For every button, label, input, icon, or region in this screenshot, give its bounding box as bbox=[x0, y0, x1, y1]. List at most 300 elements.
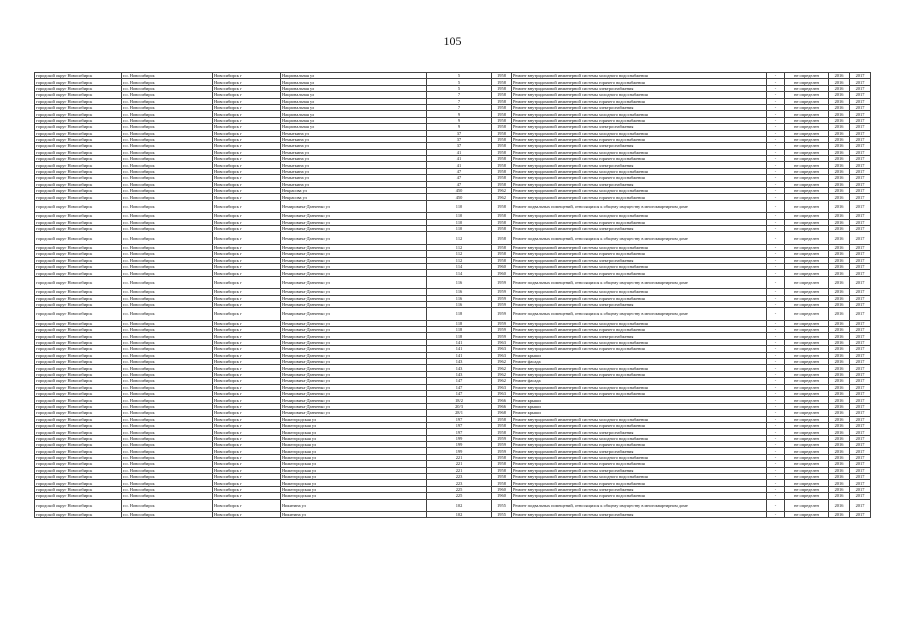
street-cell: Немировича-Данченко ул bbox=[281, 410, 427, 416]
municipal-okrug-cell: городской округ Новосибирск bbox=[35, 339, 122, 345]
municipal-okrug-cell: городской округ Новосибирск bbox=[35, 499, 122, 511]
extra-field-cell: - bbox=[767, 188, 785, 194]
work-type-cell: Ремонт внутридомовой инженерной системы холодного водоснабжения bbox=[512, 92, 767, 98]
locality-cell: Новосибирск г bbox=[213, 130, 281, 136]
start-year-cell: 2016 bbox=[829, 289, 850, 295]
end-year-cell: 2017 bbox=[850, 257, 871, 263]
house-number-cell: 225 bbox=[427, 486, 492, 492]
end-year-cell: 2017 bbox=[850, 232, 871, 244]
extra-field-cell: - bbox=[767, 474, 785, 480]
start-year-cell: 2016 bbox=[829, 111, 850, 117]
extra-field-cell: - bbox=[767, 333, 785, 339]
cost-cell: не определен bbox=[785, 219, 829, 225]
end-year-cell: 2017 bbox=[850, 352, 871, 358]
street-cell: Немировича-Данченко ул bbox=[281, 263, 427, 269]
locality-cell: Новосибирск г bbox=[213, 232, 281, 244]
build-year-cell: 1960 bbox=[492, 270, 512, 276]
end-year-cell: 2017 bbox=[850, 219, 871, 225]
build-year-cell: 1959 bbox=[492, 327, 512, 333]
cost-cell: не определен bbox=[785, 194, 829, 200]
house-number-cell: 37 bbox=[427, 130, 492, 136]
cost-cell: не определен bbox=[785, 149, 829, 155]
cost-cell: не определен bbox=[785, 365, 829, 371]
municipality-cell: г.о. Новосибирск bbox=[122, 493, 213, 499]
municipality-cell: г.о. Новосибирск bbox=[122, 117, 213, 123]
locality-cell: Новосибирск г bbox=[213, 359, 281, 365]
locality-cell: Новосибирск г bbox=[213, 435, 281, 441]
cost-cell: не определен bbox=[785, 480, 829, 486]
street-cell: Немировича-Данченко ул bbox=[281, 397, 427, 403]
municipality-cell: г.о. Новосибирск bbox=[122, 486, 213, 492]
locality-cell: Новосибирск г bbox=[213, 467, 281, 473]
house-number-cell: 116 bbox=[427, 301, 492, 307]
end-year-cell: 2017 bbox=[850, 149, 871, 155]
extra-field-cell: - bbox=[767, 85, 785, 91]
work-type-cell: Ремонт внутридомовой инженерной системы холодного водоснабжения bbox=[512, 213, 767, 219]
extra-field-cell: - bbox=[767, 442, 785, 448]
locality-cell: Новосибирск г bbox=[213, 442, 281, 448]
extra-field-cell: - bbox=[767, 429, 785, 435]
locality-cell: Новосибирск г bbox=[213, 149, 281, 155]
start-year-cell: 2016 bbox=[829, 85, 850, 91]
work-type-cell: Ремонт внутридомовой инженерной системы холодного водоснабжения bbox=[512, 130, 767, 136]
locality-cell: Новосибирск г bbox=[213, 263, 281, 269]
build-year-cell: 1958 bbox=[492, 213, 512, 219]
municipal-okrug-cell: городской округ Новосибирск bbox=[35, 397, 122, 403]
work-type-cell: Ремонт внутридомовой инженерной системы горячего водоснабжения bbox=[512, 327, 767, 333]
municipal-okrug-cell: городской округ Новосибирск bbox=[35, 257, 122, 263]
municipal-okrug-cell: городской округ Новосибирск bbox=[35, 474, 122, 480]
start-year-cell: 2016 bbox=[829, 219, 850, 225]
end-year-cell: 2017 bbox=[850, 410, 871, 416]
locality-cell: Новосибирск г bbox=[213, 493, 281, 499]
build-year-cell: 1958 bbox=[492, 232, 512, 244]
work-type-cell: Ремонт внутридомовой инженерной системы электроснабжения bbox=[512, 181, 767, 187]
municipal-okrug-cell: городской округ Новосибирск bbox=[35, 346, 122, 352]
municipal-okrug-cell: городской округ Новосибирск bbox=[35, 486, 122, 492]
work-type-cell: Ремонт подвальных помещений, относящихся к общему имуществу в многоквартирном доме bbox=[512, 232, 767, 244]
build-year-cell: 1958 bbox=[492, 85, 512, 91]
street-cell: Немыткина ул bbox=[281, 143, 427, 149]
house-number-cell: 37 bbox=[427, 136, 492, 142]
street-cell: Немировича-Данченко ул bbox=[281, 232, 427, 244]
municipal-okrug-cell: городской округ Новосибирск bbox=[35, 454, 122, 460]
municipality-cell: г.о. Новосибирск bbox=[122, 320, 213, 326]
extra-field-cell: - bbox=[767, 435, 785, 441]
start-year-cell: 2016 bbox=[829, 73, 850, 79]
street-cell: Национальная ул bbox=[281, 85, 427, 91]
table-row bbox=[35, 200, 871, 212]
cost-cell: не определен bbox=[785, 98, 829, 104]
work-type-cell: Ремонт внутридомовой инженерной системы электроснабжения bbox=[512, 486, 767, 492]
extra-field-cell: - bbox=[767, 359, 785, 365]
municipal-okrug-cell: городской округ Новосибирск bbox=[35, 213, 122, 219]
street-cell: Немировича-Данченко ул bbox=[281, 346, 427, 352]
start-year-cell: 2016 bbox=[829, 422, 850, 428]
municipality-cell: г.о. Новосибирск bbox=[122, 130, 213, 136]
cost-cell: не определен bbox=[785, 371, 829, 377]
cost-cell: не определен bbox=[785, 251, 829, 257]
build-year-cell: 1958 bbox=[492, 244, 512, 250]
municipality-cell: г.о. Новосибирск bbox=[122, 244, 213, 250]
extra-field-cell: - bbox=[767, 410, 785, 416]
cost-cell: не определен bbox=[785, 181, 829, 187]
table-row bbox=[35, 276, 871, 288]
work-type-cell: Ремонт внутридомовой инженерной системы горячего водоснабжения bbox=[512, 493, 767, 499]
house-number-cell: 37 bbox=[427, 143, 492, 149]
street-cell: Национальная ул bbox=[281, 124, 427, 130]
start-year-cell: 2016 bbox=[829, 474, 850, 480]
locality-cell: Новосибирск г bbox=[213, 219, 281, 225]
locality-cell: Новосибирск г bbox=[213, 486, 281, 492]
work-type-cell: Ремонт внутридомовой инженерной системы холодного водоснабжения bbox=[512, 244, 767, 250]
work-type-cell: Ремонт внутридомовой инженерной системы горячего водоснабжения bbox=[512, 480, 767, 486]
municipal-okrug-cell: городской округ Новосибирск bbox=[35, 493, 122, 499]
build-year-cell: 1963 bbox=[492, 390, 512, 396]
end-year-cell: 2017 bbox=[850, 378, 871, 384]
cost-cell: не определен bbox=[785, 397, 829, 403]
street-cell: Нижегородская ул bbox=[281, 435, 427, 441]
street-cell: Некрасова ул bbox=[281, 194, 427, 200]
work-type-cell: Ремонт внутридомовой инженерной системы электроснабжения bbox=[512, 225, 767, 231]
street-cell: Немировича-Данченко ул bbox=[281, 378, 427, 384]
municipality-cell: г.о. Новосибирск bbox=[122, 301, 213, 307]
locality-cell: Новосибирск г bbox=[213, 378, 281, 384]
work-type-cell: Ремонт внутридомовой инженерной системы горячего водоснабжения bbox=[512, 346, 767, 352]
end-year-cell: 2017 bbox=[850, 448, 871, 454]
locality-cell: Новосибирск г bbox=[213, 512, 281, 518]
cost-cell: не определен bbox=[785, 143, 829, 149]
cost-cell: не определен bbox=[785, 276, 829, 288]
extra-field-cell: - bbox=[767, 346, 785, 352]
municipal-okrug-cell: городской округ Новосибирск bbox=[35, 194, 122, 200]
municipal-okrug-cell: городской округ Новосибирск bbox=[35, 175, 122, 181]
cost-cell: не определен bbox=[785, 320, 829, 326]
municipal-okrug-cell: городской округ Новосибирск bbox=[35, 365, 122, 371]
extra-field-cell: - bbox=[767, 263, 785, 269]
street-cell: Нижегородская ул bbox=[281, 480, 427, 486]
end-year-cell: 2017 bbox=[850, 365, 871, 371]
municipality-cell: г.о. Новосибирск bbox=[122, 200, 213, 212]
extra-field-cell: - bbox=[767, 512, 785, 518]
build-year-cell: 1959 bbox=[492, 320, 512, 326]
municipal-okrug-cell: городской округ Новосибирск bbox=[35, 79, 122, 85]
municipal-okrug-cell: городской округ Новосибирск bbox=[35, 333, 122, 339]
house-number-cell: 9 bbox=[427, 117, 492, 123]
house-number-cell: 221 bbox=[427, 461, 492, 467]
start-year-cell: 2016 bbox=[829, 232, 850, 244]
municipality-cell: г.о. Новосибирск bbox=[122, 378, 213, 384]
municipal-okrug-cell: городской округ Новосибирск bbox=[35, 156, 122, 162]
work-type-cell: Ремонт внутридомовой инженерной системы электроснабжения bbox=[512, 301, 767, 307]
house-number-cell: 110 bbox=[427, 213, 492, 219]
end-year-cell: 2017 bbox=[850, 79, 871, 85]
build-year-cell: 1958 bbox=[492, 124, 512, 130]
extra-field-cell: - bbox=[767, 422, 785, 428]
municipal-okrug-cell: городской округ Новосибирск bbox=[35, 416, 122, 422]
start-year-cell: 2016 bbox=[829, 454, 850, 460]
locality-cell: Новосибирск г bbox=[213, 320, 281, 326]
end-year-cell: 2017 bbox=[850, 339, 871, 345]
municipal-okrug-cell: городской округ Новосибирск bbox=[35, 188, 122, 194]
municipality-cell: г.о. Новосибирск bbox=[122, 92, 213, 98]
municipality-cell: г.о. Новосибирск bbox=[122, 136, 213, 142]
house-number-cell: 41 bbox=[427, 149, 492, 155]
end-year-cell: 2017 bbox=[850, 124, 871, 130]
build-year-cell: 1959 bbox=[492, 289, 512, 295]
house-number-cell: 5 bbox=[427, 79, 492, 85]
end-year-cell: 2017 bbox=[850, 512, 871, 518]
start-year-cell: 2016 bbox=[829, 397, 850, 403]
end-year-cell: 2017 bbox=[850, 454, 871, 460]
cost-cell: не определен bbox=[785, 435, 829, 441]
municipal-okrug-cell: городской округ Новосибирск bbox=[35, 200, 122, 212]
street-cell: Немировича-Данченко ул bbox=[281, 257, 427, 263]
end-year-cell: 2017 bbox=[850, 474, 871, 480]
extra-field-cell: - bbox=[767, 149, 785, 155]
build-year-cell: 1959 bbox=[492, 448, 512, 454]
municipality-cell: г.о. Новосибирск bbox=[122, 276, 213, 288]
start-year-cell: 2016 bbox=[829, 104, 850, 110]
locality-cell: Новосибирск г bbox=[213, 410, 281, 416]
municipality-cell: г.о. Новосибирск bbox=[122, 219, 213, 225]
street-cell: Немировича-Данченко ул bbox=[281, 327, 427, 333]
street-cell: Нижегородская ул bbox=[281, 474, 427, 480]
cost-cell: не определен bbox=[785, 225, 829, 231]
extra-field-cell: - bbox=[767, 143, 785, 149]
work-type-cell: Ремонт внутридомовой инженерной системы холодного водоснабжения bbox=[512, 339, 767, 345]
street-cell: Национальная ул bbox=[281, 92, 427, 98]
municipal-okrug-cell: городской округ Новосибирск bbox=[35, 442, 122, 448]
house-number-cell: 110 bbox=[427, 225, 492, 231]
work-type-cell: Ремонт внутридомовой инженерной системы холодного водоснабжения bbox=[512, 474, 767, 480]
municipal-okrug-cell: городской округ Новосибирск bbox=[35, 130, 122, 136]
cost-cell: не определен bbox=[785, 474, 829, 480]
street-cell: Нижегородская ул bbox=[281, 461, 427, 467]
municipality-cell: г.о. Новосибирск bbox=[122, 175, 213, 181]
locality-cell: Новосибирск г bbox=[213, 225, 281, 231]
work-type-cell: Ремонт внутридомовой инженерной системы горячего водоснабжения bbox=[512, 295, 767, 301]
cost-cell: не определен bbox=[785, 403, 829, 409]
build-year-cell: 1958 bbox=[492, 251, 512, 257]
extra-field-cell: - bbox=[767, 320, 785, 326]
street-cell: Немыткина ул bbox=[281, 130, 427, 136]
municipality-cell: г.о. Новосибирск bbox=[122, 397, 213, 403]
cost-cell: не определен bbox=[785, 162, 829, 168]
extra-field-cell: - bbox=[767, 454, 785, 460]
start-year-cell: 2016 bbox=[829, 263, 850, 269]
municipal-okrug-cell: городской округ Новосибирск bbox=[35, 117, 122, 123]
work-type-cell: Ремонт внутридомовой инженерной системы холодного водоснабжения bbox=[512, 416, 767, 422]
build-year-cell: 1960 bbox=[492, 263, 512, 269]
build-year-cell: 1960 bbox=[492, 486, 512, 492]
street-cell: Нижегородская ул bbox=[281, 467, 427, 473]
house-number-cell: 47 bbox=[427, 181, 492, 187]
cost-cell: не определен bbox=[785, 295, 829, 301]
extra-field-cell: - bbox=[767, 181, 785, 187]
cost-cell: не определен bbox=[785, 73, 829, 79]
build-year-cell: 1958 bbox=[492, 257, 512, 263]
street-cell: Нижегородская ул bbox=[281, 454, 427, 460]
end-year-cell: 2017 bbox=[850, 359, 871, 365]
extra-field-cell: - bbox=[767, 276, 785, 288]
municipality-cell: г.о. Новосибирск bbox=[122, 111, 213, 117]
locality-cell: Новосибирск г bbox=[213, 352, 281, 358]
municipality-cell: г.о. Новосибирск bbox=[122, 289, 213, 295]
house-number-cell: 118 bbox=[427, 327, 492, 333]
table-row bbox=[35, 232, 871, 244]
work-type-cell: Ремонт внутридомовой инженерной системы холодного водоснабжения bbox=[512, 73, 767, 79]
cost-cell: не определен bbox=[785, 327, 829, 333]
end-year-cell: 2017 bbox=[850, 435, 871, 441]
cost-cell: не определен bbox=[785, 359, 829, 365]
cost-cell: не определен bbox=[785, 130, 829, 136]
end-year-cell: 2017 bbox=[850, 295, 871, 301]
cost-cell: не определен bbox=[785, 117, 829, 123]
end-year-cell: 2017 bbox=[850, 98, 871, 104]
cost-cell: не определен bbox=[785, 156, 829, 162]
house-number-cell: 110 bbox=[427, 200, 492, 212]
extra-field-cell: - bbox=[767, 200, 785, 212]
extra-field-cell: - bbox=[767, 390, 785, 396]
cost-cell: не определен bbox=[785, 422, 829, 428]
start-year-cell: 2016 bbox=[829, 416, 850, 422]
end-year-cell: 2017 bbox=[850, 301, 871, 307]
house-number-cell: 5 bbox=[427, 85, 492, 91]
cost-cell: не определен bbox=[785, 486, 829, 492]
work-type-cell: Ремонт внутридомовой инженерной системы горячего водоснабжения bbox=[512, 194, 767, 200]
start-year-cell: 2016 bbox=[829, 480, 850, 486]
house-number-cell: 143 bbox=[427, 359, 492, 365]
extra-field-cell: - bbox=[767, 384, 785, 390]
end-year-cell: 2017 bbox=[850, 320, 871, 326]
street-cell: Немыткина ул bbox=[281, 168, 427, 174]
build-year-cell: 1962 bbox=[492, 378, 512, 384]
work-type-cell: Ремонт внутридомовой инженерной системы электроснабжения bbox=[512, 257, 767, 263]
work-type-cell: Ремонт внутридомовой инженерной системы горячего водоснабжения bbox=[512, 270, 767, 276]
locality-cell: Новосибирск г bbox=[213, 251, 281, 257]
start-year-cell: 2016 bbox=[829, 467, 850, 473]
end-year-cell: 2017 bbox=[850, 162, 871, 168]
municipality-cell: г.о. Новосибирск bbox=[122, 442, 213, 448]
street-cell: Нижегородская ул bbox=[281, 493, 427, 499]
house-number-cell: 20/3 bbox=[427, 403, 492, 409]
house-number-cell: 197 bbox=[427, 422, 492, 428]
municipal-okrug-cell: городской округ Новосибирск bbox=[35, 327, 122, 333]
locality-cell: Новосибирск г bbox=[213, 327, 281, 333]
house-number-cell: 141 bbox=[427, 339, 492, 345]
cost-cell: не определен bbox=[785, 213, 829, 219]
work-type-cell: Ремонт внутридомовой инженерной системы электроснабжения bbox=[512, 85, 767, 91]
house-number-cell: 147 bbox=[427, 378, 492, 384]
municipal-okrug-cell: городской округ Новосибирск bbox=[35, 181, 122, 187]
work-type-cell: Ремонт внутридомовой инженерной системы горячего водоснабжения bbox=[512, 98, 767, 104]
extra-field-cell: - bbox=[767, 124, 785, 130]
cost-cell: не определен bbox=[785, 429, 829, 435]
street-cell: Национальная ул bbox=[281, 98, 427, 104]
build-year-cell: 1958 bbox=[492, 143, 512, 149]
street-cell: Нижегородская ул bbox=[281, 442, 427, 448]
street-cell: Немировича-Данченко ул bbox=[281, 225, 427, 231]
municipality-cell: г.о. Новосибирск bbox=[122, 480, 213, 486]
house-number-cell: 141 bbox=[427, 352, 492, 358]
municipal-okrug-cell: городской округ Новосибирск bbox=[35, 92, 122, 98]
house-number-cell: 18/2 bbox=[427, 397, 492, 403]
cost-cell: не определен bbox=[785, 378, 829, 384]
municipality-cell: г.о. Новосибирск bbox=[122, 104, 213, 110]
start-year-cell: 2016 bbox=[829, 320, 850, 326]
locality-cell: Новосибирск г bbox=[213, 257, 281, 263]
street-cell: Немировича-Данченко ул bbox=[281, 333, 427, 339]
end-year-cell: 2017 bbox=[850, 308, 871, 320]
cost-cell: не определен bbox=[785, 188, 829, 194]
work-type-cell: Ремонт внутридомовой инженерной системы горячего водоснабжения bbox=[512, 117, 767, 123]
municipal-okrug-cell: городской округ Новосибирск bbox=[35, 104, 122, 110]
cost-cell: не определен bbox=[785, 493, 829, 499]
municipality-cell: г.о. Новосибирск bbox=[122, 352, 213, 358]
start-year-cell: 2016 bbox=[829, 359, 850, 365]
work-type-cell: Ремонт внутридомовой инженерной системы электроснабжения bbox=[512, 124, 767, 130]
start-year-cell: 2016 bbox=[829, 181, 850, 187]
start-year-cell: 2016 bbox=[829, 98, 850, 104]
house-number-cell: 118 bbox=[427, 308, 492, 320]
house-number-cell: 110 bbox=[427, 219, 492, 225]
extra-field-cell: - bbox=[767, 244, 785, 250]
locality-cell: Новосибирск г bbox=[213, 461, 281, 467]
work-type-cell: Ремонт фасада bbox=[512, 378, 767, 384]
cost-cell: не определен bbox=[785, 200, 829, 212]
start-year-cell: 2016 bbox=[829, 136, 850, 142]
work-type-cell: Ремонт внутридомовой инженерной системы холодного водоснабжения bbox=[512, 320, 767, 326]
locality-cell: Новосибирск г bbox=[213, 397, 281, 403]
municipal-okrug-cell: городской округ Новосибирск bbox=[35, 136, 122, 142]
locality-cell: Новосибирск г bbox=[213, 301, 281, 307]
locality-cell: Новосибирск г bbox=[213, 499, 281, 511]
cost-cell: не определен bbox=[785, 339, 829, 345]
municipal-okrug-cell: городской округ Новосибирск bbox=[35, 480, 122, 486]
build-year-cell: 1958 bbox=[492, 98, 512, 104]
municipality-cell: г.о. Новосибирск bbox=[122, 359, 213, 365]
build-year-cell: 1958 bbox=[492, 168, 512, 174]
locality-cell: Новосибирск г bbox=[213, 136, 281, 142]
house-number-cell: 199 bbox=[427, 442, 492, 448]
cost-cell: не определен bbox=[785, 442, 829, 448]
municipal-okrug-cell: городской округ Новосибирск bbox=[35, 378, 122, 384]
cost-cell: не определен bbox=[785, 111, 829, 117]
work-type-cell: Ремонт подвальных помещений, относящихся к общему имуществу в многоквартирном доме bbox=[512, 308, 767, 320]
locality-cell: Новосибирск г bbox=[213, 390, 281, 396]
municipality-cell: г.о. Новосибирск bbox=[122, 410, 213, 416]
municipality-cell: г.о. Новосибирск bbox=[122, 149, 213, 155]
cost-cell: не определен bbox=[785, 301, 829, 307]
house-number-cell: 7 bbox=[427, 104, 492, 110]
extra-field-cell: - bbox=[767, 136, 785, 142]
street-cell: Немировича-Данченко ул bbox=[281, 308, 427, 320]
start-year-cell: 2016 bbox=[829, 194, 850, 200]
end-year-cell: 2017 bbox=[850, 92, 871, 98]
cost-cell: не определен bbox=[785, 124, 829, 130]
house-number-cell: 114 bbox=[427, 270, 492, 276]
municipality-cell: г.о. Новосибирск bbox=[122, 168, 213, 174]
cost-cell: не определен bbox=[785, 79, 829, 85]
work-type-cell: Ремонт крыши bbox=[512, 397, 767, 403]
work-type-cell: Ремонт внутридомовой инженерной системы холодного водоснабжения bbox=[512, 168, 767, 174]
extra-field-cell: - bbox=[767, 213, 785, 219]
cost-cell: не определен bbox=[785, 92, 829, 98]
end-year-cell: 2017 bbox=[850, 225, 871, 231]
extra-field-cell: - bbox=[767, 365, 785, 371]
work-type-cell: Ремонт подвальных помещений, относящихся к общему имуществу в многоквартирном доме bbox=[512, 276, 767, 288]
